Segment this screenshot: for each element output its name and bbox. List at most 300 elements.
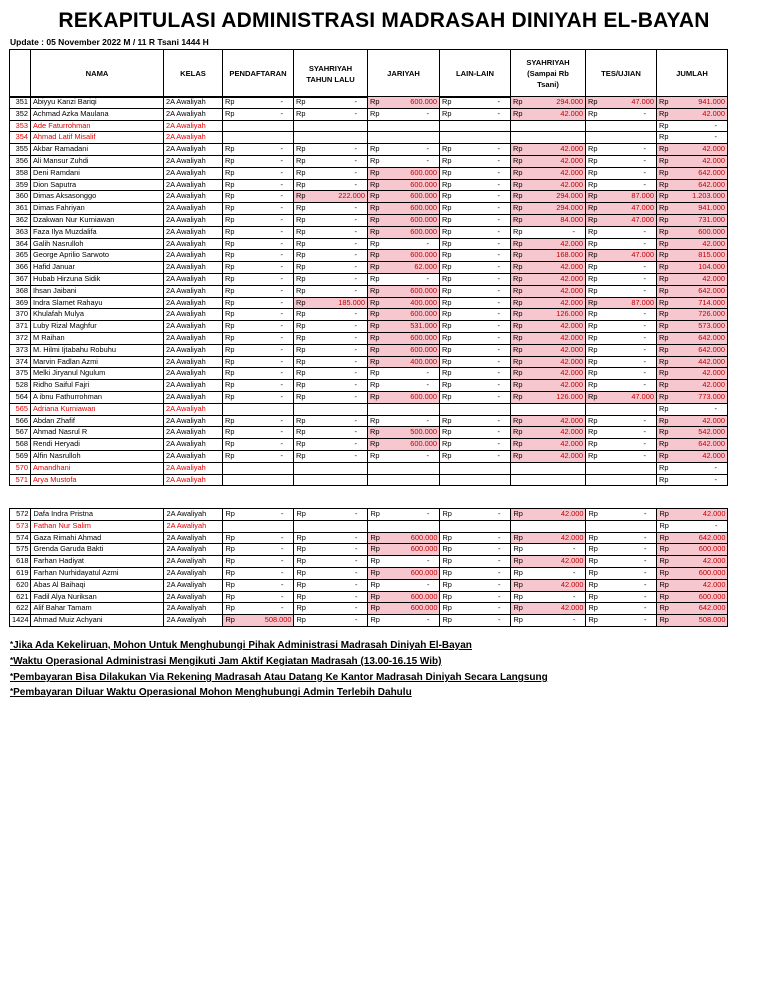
currency-label: Rp bbox=[588, 214, 598, 224]
cell-jariyah bbox=[368, 450, 440, 462]
currency-label: Rp bbox=[296, 144, 306, 154]
currency-label: Rp bbox=[659, 532, 669, 542]
amount: - bbox=[643, 509, 647, 518]
cell-syahriyah-lalu bbox=[294, 532, 368, 544]
currency-label: Rp bbox=[370, 97, 380, 106]
amount: - bbox=[426, 144, 429, 154]
currency-label: Rp bbox=[296, 203, 306, 213]
currency-label: Rp bbox=[296, 108, 306, 118]
cell-pendaftaran bbox=[223, 321, 294, 333]
amount: 42.000 bbox=[560, 380, 583, 390]
cell-jariyah bbox=[368, 132, 440, 144]
currency-label: Rp bbox=[588, 238, 598, 248]
cell-pendaftaran bbox=[223, 309, 294, 321]
table-row bbox=[10, 415, 728, 427]
cell-syahriyah bbox=[511, 391, 586, 403]
amount: 600.000 bbox=[410, 591, 438, 601]
currency-label: Rp bbox=[513, 427, 523, 437]
currency-label: Rp bbox=[659, 520, 669, 530]
cell-jumlah bbox=[657, 179, 728, 191]
table-row bbox=[10, 273, 728, 285]
cell-syahriyah bbox=[511, 97, 586, 109]
cell-syahriyah bbox=[511, 144, 586, 156]
currency-label: Rp bbox=[442, 615, 452, 625]
note-bullet: * bbox=[10, 640, 14, 649]
cell-jariyah bbox=[368, 238, 440, 250]
table-row bbox=[10, 544, 728, 556]
cell-no: 571 bbox=[10, 474, 31, 486]
currency-label: Rp bbox=[225, 544, 235, 554]
currency-label: Rp bbox=[370, 108, 380, 118]
cell-kelas: 2A Awaliyah bbox=[164, 309, 223, 321]
cell-tes-ujian bbox=[586, 191, 657, 203]
cell-syahriyah-lalu bbox=[294, 155, 368, 167]
amount: - bbox=[354, 155, 357, 165]
cell-nama: Ahmad Latif Misalif bbox=[31, 132, 164, 144]
amount: 600.000 bbox=[410, 167, 437, 177]
cell-syahriyah-lalu bbox=[294, 439, 368, 451]
cell-syahriyah-lalu bbox=[294, 591, 368, 603]
currency-label: Rp bbox=[225, 368, 235, 378]
cell-tes-ujian bbox=[586, 273, 657, 285]
cell-syahriyah bbox=[511, 214, 586, 226]
header-syahriyah-lalu-line1: SYAHRIYAH bbox=[308, 63, 353, 73]
table-row bbox=[10, 567, 728, 579]
cell-kelas: 2A Awaliyah bbox=[164, 356, 223, 368]
cell-tes-ujian bbox=[586, 144, 657, 156]
cell-jariyah bbox=[368, 544, 440, 556]
cell-jariyah bbox=[368, 591, 440, 603]
currency-label: Rp bbox=[370, 144, 380, 154]
cell-nama: Arya Mustofa bbox=[31, 474, 164, 486]
table-row bbox=[10, 332, 728, 344]
currency-label: Rp bbox=[225, 356, 235, 366]
amount: - bbox=[426, 155, 429, 165]
header-syahriyah-lalu bbox=[294, 50, 368, 98]
cell-nama: Abdan Zhafif bbox=[31, 415, 164, 427]
table-row bbox=[10, 579, 728, 591]
currency-label: Rp bbox=[442, 567, 452, 577]
cell-tes-ujian bbox=[586, 285, 657, 297]
cell-nama: Abas Al Baihaqi bbox=[31, 579, 164, 591]
currency-label: Rp bbox=[442, 226, 452, 236]
currency-label: Rp bbox=[225, 427, 235, 437]
currency-label: Rp bbox=[442, 238, 452, 248]
currency-label: Rp bbox=[370, 615, 380, 625]
amount: - bbox=[280, 250, 283, 260]
cell-no: 570 bbox=[10, 462, 31, 474]
currency-label: Rp bbox=[659, 591, 669, 601]
cell-syahriyah-lalu bbox=[294, 144, 368, 156]
amount: - bbox=[497, 332, 500, 342]
amount: - bbox=[354, 532, 358, 542]
amount: - bbox=[280, 226, 283, 236]
cell-tes-ujian bbox=[586, 556, 657, 568]
currency-label: Rp bbox=[588, 179, 598, 189]
cell-lain-lain bbox=[440, 603, 511, 615]
cell-pendaftaran bbox=[223, 579, 294, 591]
amount: 294.000 bbox=[556, 191, 583, 201]
cell-jariyah bbox=[368, 579, 440, 591]
currency-label: Rp bbox=[225, 532, 235, 542]
cell-pendaftaran bbox=[223, 332, 294, 344]
cell-lain-lain bbox=[440, 439, 511, 451]
currency-label: Rp bbox=[588, 309, 598, 319]
cell-lain-lain bbox=[440, 556, 511, 568]
amount: 941.000 bbox=[698, 97, 725, 106]
cell-lain-lain bbox=[440, 97, 511, 109]
amount: - bbox=[643, 167, 646, 177]
currency-label: Rp bbox=[296, 450, 306, 460]
cell-kelas: 2A Awaliyah bbox=[164, 203, 223, 215]
amount: 42.000 bbox=[702, 108, 725, 118]
cell-no: 573 bbox=[10, 520, 31, 532]
amount: 42.000 bbox=[702, 415, 725, 425]
amount: 600.000 bbox=[410, 97, 437, 106]
currency-label: Rp bbox=[659, 603, 669, 613]
amount: 600.000 bbox=[410, 532, 438, 542]
currency-label: Rp bbox=[659, 238, 669, 248]
currency-label: Rp bbox=[659, 97, 669, 106]
amount: 42.000 bbox=[560, 108, 583, 118]
currency-label: Rp bbox=[442, 262, 452, 272]
cell-no: 358 bbox=[10, 167, 31, 179]
currency-label: Rp bbox=[513, 155, 523, 165]
amount: - bbox=[497, 250, 500, 260]
cell-syahriyah-lalu bbox=[294, 415, 368, 427]
header-jumlah: JUMLAH bbox=[657, 50, 728, 98]
cell-syahriyah-lalu bbox=[294, 250, 368, 262]
table-row bbox=[10, 462, 728, 474]
cell-syahriyah bbox=[511, 567, 586, 579]
amount: - bbox=[354, 332, 357, 342]
table-row bbox=[10, 309, 728, 321]
cell-tes-ujian bbox=[586, 380, 657, 392]
amount: - bbox=[280, 262, 283, 272]
cell-tes-ujian bbox=[586, 132, 657, 144]
cell-syahriyah bbox=[511, 262, 586, 274]
cell-jariyah bbox=[368, 226, 440, 238]
amount: - bbox=[572, 591, 576, 601]
cell-syahriyah bbox=[511, 532, 586, 544]
amount: 47.000 bbox=[631, 97, 654, 106]
cell-nama: Ridho Saiful Fajri bbox=[31, 380, 164, 392]
table-row bbox=[10, 368, 728, 380]
cell-kelas: 2A Awaliyah bbox=[164, 132, 223, 144]
cell-nama: Gaza Rimahi Ahmad bbox=[31, 532, 164, 544]
currency-label: Rp bbox=[659, 132, 669, 142]
cell-pendaftaran bbox=[223, 214, 294, 226]
amount: - bbox=[643, 615, 647, 625]
cell-tes-ujian bbox=[586, 544, 657, 556]
currency-label: Rp bbox=[370, 344, 380, 354]
cell-jariyah bbox=[368, 391, 440, 403]
cell-syahriyah-lalu bbox=[294, 509, 368, 521]
amount: - bbox=[426, 368, 429, 378]
currency-label: Rp bbox=[513, 97, 523, 106]
currency-label: Rp bbox=[296, 415, 306, 425]
cell-no: 375 bbox=[10, 368, 31, 380]
currency-label: Rp bbox=[296, 439, 306, 449]
cell-no: 361 bbox=[10, 203, 31, 215]
currency-label: Rp bbox=[513, 344, 523, 354]
amount: - bbox=[280, 544, 284, 554]
cell-jariyah bbox=[368, 97, 440, 109]
currency-label: Rp bbox=[225, 603, 235, 613]
cell-no: 568 bbox=[10, 439, 31, 451]
table-row bbox=[10, 203, 728, 215]
amount: 126.000 bbox=[556, 309, 583, 319]
cell-no: 566 bbox=[10, 415, 31, 427]
amount: - bbox=[497, 450, 500, 460]
cell-tes-ujian bbox=[586, 179, 657, 191]
amount: - bbox=[354, 144, 357, 154]
currency-label: Rp bbox=[659, 391, 669, 401]
cell-nama: Hafid Januar bbox=[31, 262, 164, 274]
amount: - bbox=[354, 214, 357, 224]
cell-kelas: 2A Awaliyah bbox=[164, 238, 223, 250]
amount: - bbox=[714, 132, 717, 142]
currency-label: Rp bbox=[659, 474, 669, 484]
cell-nama: Achmad Azka Maulana bbox=[31, 108, 164, 120]
cell-syahriyah bbox=[511, 120, 586, 132]
currency-label: Rp bbox=[442, 509, 452, 518]
currency-label: Rp bbox=[225, 97, 235, 106]
amount: 42.000 bbox=[702, 380, 725, 390]
cell-jariyah bbox=[368, 191, 440, 203]
cell-pendaftaran bbox=[223, 262, 294, 274]
amount: - bbox=[497, 556, 501, 566]
cell-syahriyah-lalu bbox=[294, 132, 368, 144]
cell-syahriyah-lalu bbox=[294, 380, 368, 392]
amount: 600.000 bbox=[410, 214, 437, 224]
cell-jumlah bbox=[657, 285, 728, 297]
cell-pendaftaran bbox=[223, 356, 294, 368]
cell-jariyah bbox=[368, 403, 440, 415]
cell-no: 359 bbox=[10, 179, 31, 191]
cell-lain-lain bbox=[440, 155, 511, 167]
cell-tes-ujian bbox=[586, 297, 657, 309]
amount: - bbox=[280, 391, 283, 401]
cell-kelas: 2A Awaliyah bbox=[164, 544, 223, 556]
currency-label: Rp bbox=[588, 191, 598, 201]
amount: 600.000 bbox=[410, 250, 437, 260]
amount: - bbox=[497, 167, 500, 177]
currency-label: Rp bbox=[659, 309, 669, 319]
currency-label: Rp bbox=[370, 332, 380, 342]
amount: 600.000 bbox=[410, 603, 438, 613]
cell-kelas: 2A Awaliyah bbox=[164, 567, 223, 579]
currency-label: Rp bbox=[659, 427, 669, 437]
cell-pendaftaran bbox=[223, 544, 294, 556]
cell-pendaftaran bbox=[223, 97, 294, 109]
cell-lain-lain bbox=[440, 297, 511, 309]
cell-no: 574 bbox=[10, 532, 31, 544]
cell-nama: Akbar Ramadani bbox=[31, 144, 164, 156]
cell-jariyah bbox=[368, 603, 440, 615]
amount: - bbox=[572, 567, 576, 577]
cell-no: 366 bbox=[10, 262, 31, 274]
cell-kelas: 2A Awaliyah bbox=[164, 603, 223, 615]
currency-label: Rp bbox=[442, 297, 452, 307]
cell-no: 572 bbox=[10, 509, 31, 521]
cell-lain-lain bbox=[440, 214, 511, 226]
cell-jumlah bbox=[657, 144, 728, 156]
cell-jariyah bbox=[368, 520, 440, 532]
cell-syahriyah-lalu bbox=[294, 474, 368, 486]
table-row bbox=[10, 439, 728, 451]
table-row bbox=[10, 120, 728, 132]
currency-label: Rp bbox=[296, 155, 306, 165]
amount: 42.000 bbox=[560, 344, 583, 354]
cell-syahriyah-lalu bbox=[294, 462, 368, 474]
currency-label: Rp bbox=[370, 439, 380, 449]
cell-tes-ujian bbox=[586, 167, 657, 179]
cell-jumlah bbox=[657, 250, 728, 262]
currency-label: Rp bbox=[296, 427, 306, 437]
cell-kelas: 2A Awaliyah bbox=[164, 297, 223, 309]
table-row bbox=[10, 403, 728, 415]
amount: 42.000 bbox=[560, 427, 583, 437]
cell-syahriyah-lalu bbox=[294, 108, 368, 120]
cell-syahriyah bbox=[511, 321, 586, 333]
cell-tes-ujian bbox=[586, 591, 657, 603]
cell-jariyah bbox=[368, 108, 440, 120]
cell-lain-lain bbox=[440, 532, 511, 544]
cell-jumlah bbox=[657, 191, 728, 203]
currency-label: Rp bbox=[588, 321, 598, 331]
cell-syahriyah bbox=[511, 556, 586, 568]
cell-nama: Hubab Hirzuna Sidik bbox=[31, 273, 164, 285]
cell-jariyah bbox=[368, 556, 440, 568]
currency-label: Rp bbox=[588, 262, 598, 272]
amount: - bbox=[426, 273, 429, 283]
currency-label: Rp bbox=[513, 167, 523, 177]
amount: - bbox=[280, 179, 283, 189]
amount: - bbox=[354, 427, 357, 437]
currency-label: Rp bbox=[225, 509, 235, 518]
amount: 42.000 bbox=[702, 368, 725, 378]
currency-label: Rp bbox=[659, 415, 669, 425]
amount: - bbox=[497, 179, 500, 189]
cell-pendaftaran bbox=[223, 403, 294, 415]
cell-pendaftaran bbox=[223, 179, 294, 191]
cell-nama: Fathan Nur Salim bbox=[31, 520, 164, 532]
amount: 731.000 bbox=[698, 214, 725, 224]
currency-label: Rp bbox=[513, 226, 523, 236]
cell-pendaftaran bbox=[223, 191, 294, 203]
cell-tes-ujian bbox=[586, 262, 657, 274]
cell-jariyah bbox=[368, 427, 440, 439]
cell-pendaftaran bbox=[223, 567, 294, 579]
cell-no: 353 bbox=[10, 120, 31, 132]
amount: - bbox=[643, 368, 646, 378]
currency-label: Rp bbox=[442, 532, 452, 542]
cell-tes-ujian bbox=[586, 520, 657, 532]
amount: - bbox=[280, 415, 283, 425]
currency-label: Rp bbox=[370, 309, 380, 319]
cell-kelas: 2A Awaliyah bbox=[164, 532, 223, 544]
cell-tes-ujian bbox=[586, 321, 657, 333]
cell-no: 362 bbox=[10, 214, 31, 226]
cell-syahriyah-lalu bbox=[294, 297, 368, 309]
amount: - bbox=[497, 214, 500, 224]
currency-label: Rp bbox=[513, 615, 523, 625]
header-lain: LAIN-LAIN bbox=[440, 50, 511, 98]
cell-syahriyah bbox=[511, 615, 586, 627]
cell-jariyah bbox=[368, 356, 440, 368]
cell-pendaftaran bbox=[223, 391, 294, 403]
currency-label: Rp bbox=[296, 191, 306, 201]
cell-lain-lain bbox=[440, 226, 511, 238]
amount: - bbox=[497, 532, 501, 542]
cell-tes-ujian bbox=[586, 509, 657, 521]
amount: 600.000 bbox=[698, 226, 725, 236]
cell-pendaftaran bbox=[223, 344, 294, 356]
cell-nama: Luby Rizal Maghfur bbox=[31, 321, 164, 333]
amount: - bbox=[354, 579, 358, 589]
amount: 42.000 bbox=[560, 356, 583, 366]
amount: 642.000 bbox=[698, 344, 725, 354]
cell-syahriyah-lalu bbox=[294, 332, 368, 344]
cell-jumlah bbox=[657, 238, 728, 250]
cell-no: 355 bbox=[10, 144, 31, 156]
cell-tes-ujian bbox=[586, 579, 657, 591]
note-bullet: * bbox=[10, 656, 14, 665]
cell-kelas: 2A Awaliyah bbox=[164, 167, 223, 179]
amount: 642.000 bbox=[698, 167, 725, 177]
amount: - bbox=[354, 356, 357, 366]
cell-nama: Ade Faturrohman bbox=[31, 120, 164, 132]
cell-syahriyah-lalu bbox=[294, 191, 368, 203]
cell-lain-lain bbox=[440, 474, 511, 486]
amount: - bbox=[643, 591, 647, 601]
currency-label: Rp bbox=[588, 427, 598, 437]
cell-tes-ujian bbox=[586, 120, 657, 132]
amount: 47.000 bbox=[631, 203, 654, 213]
cell-kelas: 2A Awaliyah bbox=[164, 415, 223, 427]
amount: - bbox=[280, 380, 283, 390]
cell-syahriyah bbox=[511, 439, 586, 451]
table-row bbox=[10, 108, 728, 120]
currency-label: Rp bbox=[296, 556, 306, 566]
cell-kelas: 2A Awaliyah bbox=[164, 450, 223, 462]
cell-no: 351 bbox=[10, 97, 31, 109]
amount: - bbox=[354, 509, 358, 518]
amount: - bbox=[426, 556, 430, 566]
cell-lain-lain bbox=[440, 462, 511, 474]
amount: - bbox=[497, 262, 500, 272]
cell-tes-ujian bbox=[586, 415, 657, 427]
currency-label: Rp bbox=[225, 144, 235, 154]
note-3 bbox=[10, 672, 548, 683]
currency-label: Rp bbox=[225, 332, 235, 342]
amount: - bbox=[643, 439, 646, 449]
currency-label: Rp bbox=[225, 273, 235, 283]
cell-pendaftaran bbox=[223, 474, 294, 486]
currency-label: Rp bbox=[588, 591, 598, 601]
amount: 600.000 bbox=[410, 567, 438, 577]
amount: 42.000 bbox=[702, 509, 726, 518]
cell-syahriyah-lalu bbox=[294, 391, 368, 403]
currency-label: Rp bbox=[370, 321, 380, 331]
currency-label: Rp bbox=[588, 356, 598, 366]
cell-lain-lain bbox=[440, 368, 511, 380]
amount: - bbox=[280, 203, 283, 213]
cell-jariyah bbox=[368, 462, 440, 474]
cell-jariyah bbox=[368, 532, 440, 544]
cell-syahriyah bbox=[511, 427, 586, 439]
